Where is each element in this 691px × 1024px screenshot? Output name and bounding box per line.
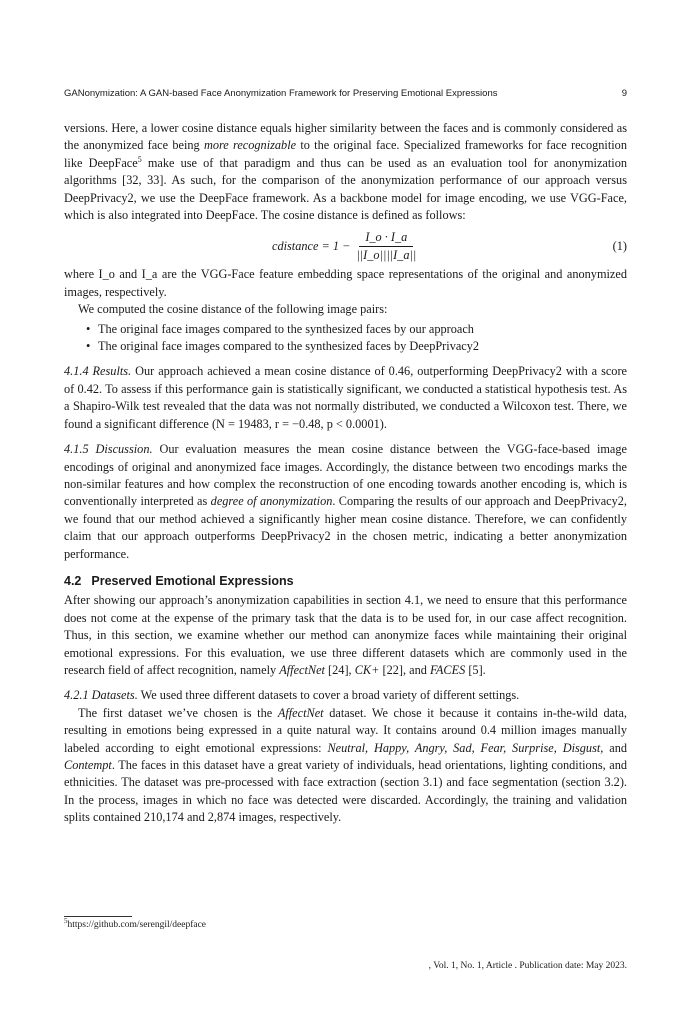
text-run: versions. Here, a lower cosine distance equals higher similarity between the faces and is commonly considered as the anonymized face being bbox=[64, 121, 627, 153]
page-number: 9 bbox=[621, 88, 627, 99]
subsection-label: 4.1.5 Discussion. bbox=[64, 442, 153, 457]
emotion-list: Contempt bbox=[64, 758, 112, 772]
list-item-text: The original face images compared to the synthesized faces by DeepPrivacy2 bbox=[98, 339, 480, 354]
section-heading bbox=[64, 573, 627, 590]
section-title: Preserved Emotional Expressions bbox=[91, 573, 294, 588]
emotion-list: Neutral, Happy, Angry, Sad, Fear, Surprise, Disgust bbox=[327, 740, 601, 755]
equation-expression bbox=[272, 230, 416, 263]
emphasis-text: degree of anonymization bbox=[210, 494, 333, 509]
text-run: make use of that paradigm and thus can be used as an evaluation tool for anonymization algorithms [32, 33]. As such, for the comparison of the anonymization performance of our approach versus DeepPrivacy2, we use the DeepFace framework. As a backbone model for image encoding, we use VGG-Face, which is also integrated into DeepFace. The cosine distance is defined as follows: bbox=[64, 155, 627, 223]
paragraph-results bbox=[64, 363, 627, 433]
running-title: GANonymization: A GAN-based Face Anonymization Framework for Preserving Emotional Expressions bbox=[64, 88, 498, 99]
equation-fraction bbox=[356, 230, 416, 263]
text-run: [24], bbox=[324, 662, 355, 677]
list-item bbox=[64, 338, 627, 355]
equation-denominator: ||I_o||||I_a|| bbox=[356, 248, 417, 263]
text-run: After showing our approach’s anonymization capabilities in section 4.1, we need to ensure that this performance does not come at the expense of the primary task that the data is to be used for, in our case affect recognition. Thus, in this section, we examine whether our method can anonymize faces while maintaining their original emotional expressions. For this evaluation, we use three different datasets which are commonly used in the research field of affect recognition, namely bbox=[64, 593, 627, 677]
subsection-label: 4.1.4 Results. bbox=[64, 364, 132, 379]
bullet-icon: • bbox=[86, 321, 91, 336]
bullet-icon: • bbox=[86, 339, 91, 354]
paragraph-section-intro bbox=[64, 592, 627, 679]
equation-number: (1) bbox=[612, 239, 627, 254]
text-run: [5]. bbox=[465, 662, 486, 677]
text-run: Our evaluation measures the mean cosine distance between the VGG-face-based image encodings of original and anonymized face images. Accordingly, the distance between two encodings marks the non-similar features and how complex the reconstruction of one encoding towards another encoding is, which is conventionally interpreted as bbox=[64, 442, 627, 509]
text-run: We used three different datasets to cover a broad variety of different settings. bbox=[137, 688, 520, 703]
text-run: . Comparing the results of our approach and DeepPrivacy2, we found that our method achieved a significantly higher mean cosine distance. Therefore, we can confidently claim that our approach outperforms DeepPrivacy2 in the chosen metric, indicating a better anonymization performance. bbox=[64, 494, 627, 561]
dataset-name: FACES bbox=[429, 662, 466, 677]
bullet-list bbox=[64, 321, 627, 356]
paragraph-pairs: We computed the cosine distance of the following image pairs: bbox=[78, 302, 388, 317]
dataset-name: AffectNet bbox=[279, 662, 325, 677]
footnote-link[interactable]: https://github.com/serengil/deepface bbox=[67, 920, 207, 930]
equation-block bbox=[64, 226, 627, 266]
text-run: [22], and bbox=[379, 662, 430, 677]
subsection-label: 4.2.1 Datasets. bbox=[64, 688, 138, 703]
emphasis-text: more recognizable bbox=[203, 138, 297, 153]
text-run: to the original face. Specialized frameworks for face recognition like DeepFace bbox=[64, 138, 627, 170]
footnote-divider bbox=[64, 916, 132, 917]
dataset-name: AffectNet bbox=[277, 705, 324, 720]
equation-numerator: I_o · I_a bbox=[359, 230, 413, 247]
body-text bbox=[64, 120, 627, 827]
text-run: . The faces in this dataset have a great variety of individuals, head orientations, lighting conditions, and ethnicities. The dataset was pre-processed with face extraction (section 3.1) and face segmentation (section 3.2). In the process, images in which no face was detected were discarded. Accordingly, the training and validation splits contained 210,174 and 2,874 images, respectively. bbox=[64, 758, 627, 825]
dataset-name: CK+ bbox=[354, 662, 380, 677]
list-item-text: The original face images compared to the synthesized faces by our approach bbox=[98, 321, 474, 336]
footnote bbox=[64, 916, 207, 930]
footnote-marker: 5 bbox=[64, 916, 68, 925]
list-item bbox=[64, 321, 627, 338]
section-number: 4.2 bbox=[64, 573, 82, 588]
paragraph-intro bbox=[64, 120, 627, 224]
equation-lhs: cdistance = 1 − bbox=[272, 239, 351, 254]
text-run: dataset. We chose it because it contains in-the-wild data, resulting in emotions being expressed in a quite natural way. It contains around 0.4 million images manually labeled according to eight emotional expressions: bbox=[64, 705, 627, 755]
paragraph-affectnet bbox=[64, 705, 627, 827]
text-run: The first dataset we’ve chosen is the bbox=[78, 705, 278, 720]
text-run: , and bbox=[600, 740, 627, 755]
page-footer: , Vol. 1, No. 1, Article . Publication date: May 2023. bbox=[428, 961, 627, 971]
text-run: Our approach achieved a mean cosine distance of 0.46, outperforming DeepPrivacy2 with a score of 0.42. To assess if this performance gain is statistically significant, we conducted a statistical hypothesis test. As a Shapiro-Wilk test revealed that the data was not normally distributed, we conducted a Wilcoxon test. There, we found a significant difference (N = 19483, r = −0.48, p < 0.0001). bbox=[64, 364, 628, 431]
paragraph-where: where I_o and I_a are the VGG-Face feature embedding space representations of the original and anonymized images, respectively. bbox=[64, 267, 627, 299]
paragraph-discussion bbox=[64, 441, 627, 563]
footnote-marker: 5 bbox=[137, 154, 142, 164]
paragraph-datasets bbox=[64, 687, 627, 704]
